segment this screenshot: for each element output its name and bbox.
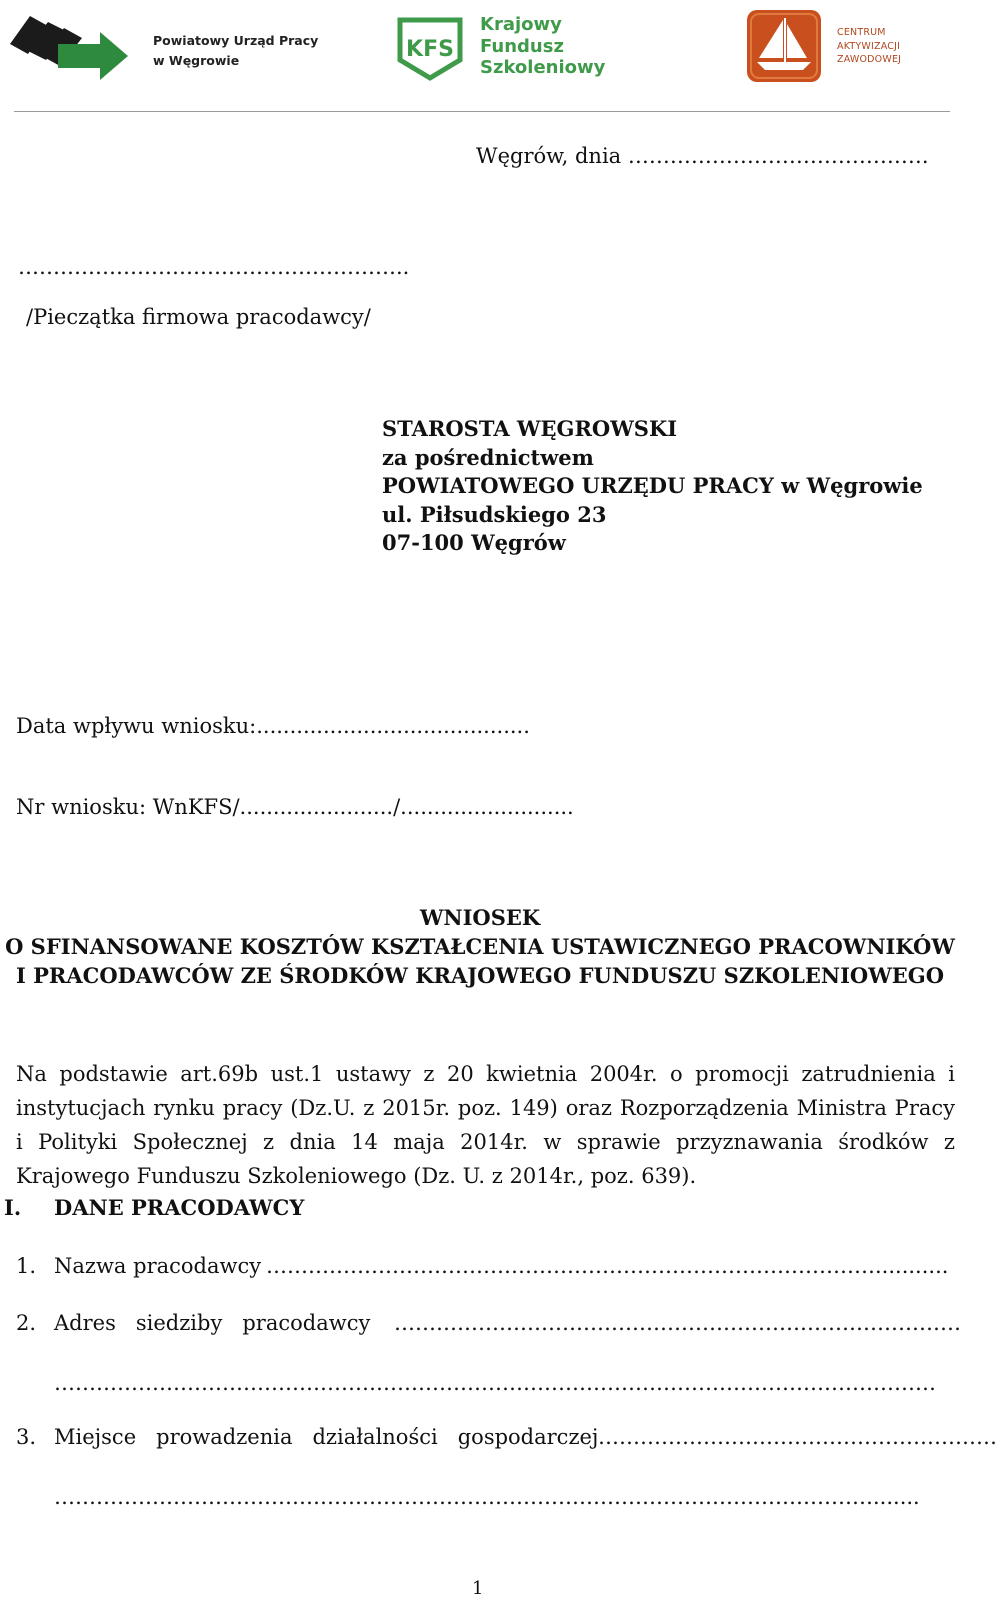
- employer-address-field-line2[interactable]: ………………………………………………………………………………………………………………: [54, 1371, 936, 1395]
- application-number-field[interactable]: Nr wniosku: WnKFS/......................./..........................: [16, 795, 574, 819]
- kfs-shield-icon: [396, 16, 464, 82]
- page-number: 1: [472, 1578, 484, 1599]
- section-title: DANE PRACODAWCY: [54, 1195, 305, 1220]
- pup-name: [153, 31, 318, 71]
- employer-address-field[interactable]: ………………………………………………………………………: [394, 1311, 961, 1335]
- item-number: 3.: [16, 1425, 37, 1449]
- cazw-logo: [745, 8, 823, 84]
- document-title: [0, 903, 960, 990]
- kfs-name: [480, 14, 605, 79]
- addressee-line: 07-100 Węgrów: [382, 530, 566, 555]
- addressee-block: [382, 415, 923, 558]
- place-date-field[interactable]: Węgrów, dnia …………………………………….: [476, 144, 929, 168]
- kfs-logo: [396, 16, 464, 82]
- item-label: Miejsce prowadzenia działalności gospodarczej: [54, 1425, 599, 1449]
- pup-name-line2: w Węgrowie: [153, 53, 240, 68]
- section-number: I.: [4, 1195, 22, 1220]
- cazw-name: [837, 26, 901, 67]
- title-line: I PRACODAWCÓW ZE ŚRODKÓW KRAJOWEGO FUNDUSZU SZKOLENIOWEGO: [15, 963, 945, 988]
- employer-name-field[interactable]: ……………………………………………………………………………...........: [266, 1254, 949, 1278]
- kfs-name-line3: Szkoleniowy: [480, 57, 606, 78]
- cazw-name-line2: AKTYWIZACJI: [837, 40, 901, 52]
- kfs-badge-text: KFS: [406, 37, 454, 62]
- addressee-line: STAROSTA WĘGROWSKI: [382, 416, 678, 441]
- kfs-name-line1: Krajowy: [480, 14, 562, 35]
- stamp-dots[interactable]: ………………………………………………..: [18, 255, 410, 279]
- addressee-line: za pośrednictwem: [382, 444, 594, 470]
- item-number: 1.: [16, 1254, 37, 1278]
- receipt-date-field[interactable]: Data wpływu wniosku:.........................................: [16, 714, 530, 738]
- item-label: Adres siedziby pracodawcy: [54, 1311, 371, 1335]
- addressee-line: POWIATOWEGO URZĘDU PRACY w Węgrowie: [382, 473, 923, 498]
- title-line: WNIOSEK: [419, 905, 541, 930]
- cazw-name-line3: ZAWODOWEJ: [837, 54, 902, 65]
- cazw-sailboat-icon: [745, 8, 823, 84]
- pup-logo: [8, 12, 130, 82]
- business-location-field[interactable]: …………………………………………………: [598, 1425, 997, 1449]
- business-location-field-line2[interactable]: ……………………………………………………………………………………………………….......: [54, 1485, 920, 1509]
- addressee-line: ul. Piłsudskiego 23: [382, 501, 607, 527]
- pup-name-line1: Powiatowy Urząd Pracy: [153, 33, 319, 48]
- item-label: Nazwa pracodawcy: [54, 1254, 262, 1278]
- title-line: O SFINANSOWANE KOSZTÓW KSZTAŁCENIA USTAWICZNEGO PRACOWNIKÓW: [5, 934, 955, 959]
- cazw-name-line1: CENTRUM: [837, 27, 886, 38]
- legal-basis-paragraph: Na podstawie art.69b ust.1 ustawy z 20 kwietnia 2004r. o promocji zatrudnienia i instytucjach rynku pracy (Dz.U. z 2015r. poz. 149) oraz Rozporządzenia Ministra Pracy i Polityki Społecznej z dnia 14 maja 2014r. w sprawie przyznawania środków z Krajowego Funduszu Szkoleniowego (Dz. U. z 2014r., poz. 639).: [16, 1062, 955, 1188]
- kfs-name-line2: Fundusz: [480, 35, 564, 57]
- header-divider: [14, 111, 950, 112]
- stamp-label: /Pieczątka firmowa pracodawcy/: [26, 305, 371, 329]
- pup-logo-icon: [8, 12, 130, 82]
- item-number: 2.: [16, 1311, 37, 1335]
